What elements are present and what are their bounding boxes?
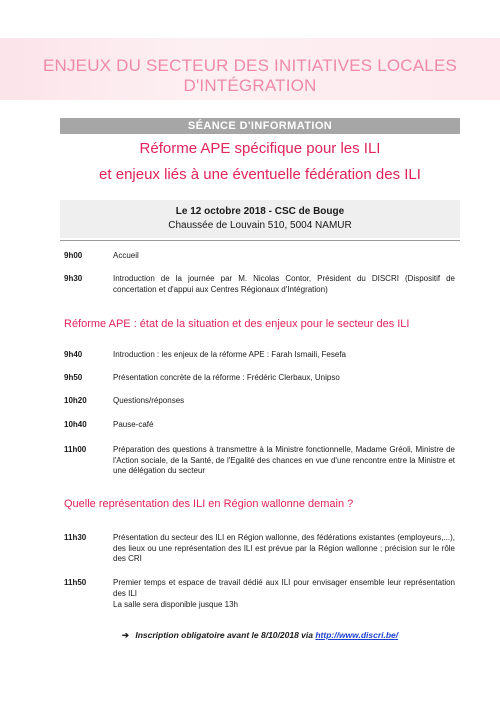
item-time: 11h30 <box>64 533 87 542</box>
item-text: Pause-café <box>113 420 154 429</box>
item-text: Préparation des questions à transmettre à la Ministre fonctionnelle, Madame Gréoli, Ministre de l'Action sociale, de la Santé, de l'Egalité des chances en vue d'une rencontre entre la Ministre et une délégation du secteur <box>113 445 455 475</box>
registration-text: Inscription obligatoire avant le 8/10/2018 via <box>135 630 313 640</box>
item-text: Présentation concrète de la réforme : Frédéric Clerbaux, Unipso <box>113 373 340 382</box>
seance-title-line2: et enjeux liés à une éventuelle fédération des ILI <box>99 166 421 183</box>
section-label-bar: SÉANCE D'INFORMATION <box>60 118 460 134</box>
item-text: Présentation du secteur des ILI en Région wallonne, des fédérations existantes (employeurs,...), des lieux ou une représentation des ILI est prévue par la Région wallonne ; précision sur le rôle des CRI <box>113 533 455 563</box>
registration-link[interactable]: http://www.discri.be/ <box>315 630 399 640</box>
section-heading-ape: Réforme APE : état de la situation et des enjeux pour le secteur des ILI <box>64 318 410 330</box>
item-time: 9h40 <box>64 350 83 359</box>
item-text: Accueil <box>113 251 139 260</box>
item-time: 9h00 <box>64 251 83 260</box>
section-heading-representation: Quelle représentation des ILI en Région wallonne demain ? <box>64 498 354 510</box>
divider <box>60 240 460 241</box>
item-text: Introduction : les enjeux de la réforme APE : Farah Ismaili, Fesefa <box>113 350 346 359</box>
item-text: Questions/réponses <box>113 396 185 405</box>
item-time: 9h50 <box>64 373 83 382</box>
item-time: 10h20 <box>64 396 87 405</box>
item-time: 11h00 <box>64 445 87 454</box>
item-note: La salle sera disponible jusque 13h <box>113 600 238 609</box>
arrow-right-icon: ➔ <box>121 630 129 640</box>
item-text: Premier temps et espace de travail dédié aux ILI pour envisager ensemble leur représentation des ILI <box>113 578 455 598</box>
banner-title: ENJEUX DU SECTEUR DES INITIATIVES LOCALES D'INTÉGRATION <box>42 56 458 95</box>
item-time: 9h30 <box>64 274 83 283</box>
item-text: Introduction de la journée par M. Nicolas Contor, Président du DISCRI (Dispositif de concertation et d'appui aux Centres Régionaux d'Intégration) <box>113 274 455 294</box>
item-time: 10h40 <box>64 420 87 429</box>
registration-line <box>60 630 460 641</box>
item-time: 11h50 <box>64 578 87 587</box>
venue-date: Le 12 octobre 2018 - CSC de Bouge <box>175 206 345 217</box>
venue-address: Chaussée de Louvain 510, 5004 NAMUR <box>168 220 352 231</box>
seance-title-line1: Réforme APE spécifique pour les ILI <box>139 140 381 157</box>
